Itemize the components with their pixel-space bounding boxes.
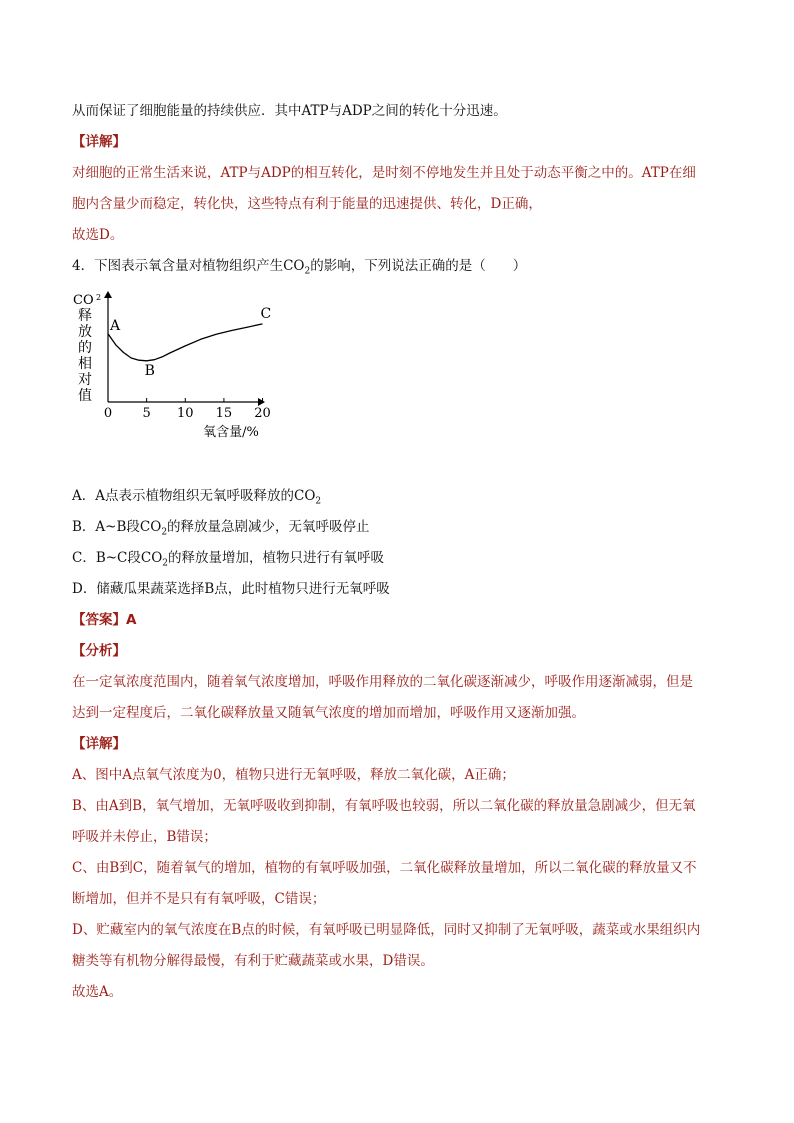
y-axis-label-co2-sub: 2 <box>96 293 102 302</box>
detail-line-5: 断增加，但并不是只有有氧呼吸，C错误； <box>72 891 326 907</box>
option-a-text: A．A点表示植物组织无氧呼吸释放的CO <box>72 488 316 504</box>
y-axis-label-char: 的 <box>78 340 92 356</box>
prev-detail-line-2: 胞内含量少而稳定，转化快，这些特点有利于能量的迅速提供、转化，D正确， <box>72 196 542 212</box>
option-b-text: B．A~B段CO <box>72 519 162 535</box>
chart-labels <box>73 293 271 440</box>
x-tick-label: 10 <box>176 406 194 421</box>
option-d-text: D．储藏瓜果蔬菜选择B点，此时植物只进行无氧呼吸 <box>72 581 390 597</box>
point-label-b: B <box>144 362 155 379</box>
option-c-sub: 2 <box>162 558 169 569</box>
question-4-stem-part-b: 的影响，下列说法正确的是（ ） <box>310 258 527 274</box>
co2-release-curve <box>108 324 263 361</box>
option-b-sub: 2 <box>161 527 168 538</box>
analysis-line-2: 达到一定程度后，二氧化碳释放量又随氧气浓度的增加而增加，呼吸作用又逐渐加强。 <box>72 705 585 721</box>
option-a-sub: 2 <box>315 496 322 507</box>
detail-line-1: A、图中A点氧气浓度为0，植物只进行无氧呼吸，释放二氧化碳，A正确； <box>72 767 515 783</box>
x-tick-label: 20 <box>254 406 271 421</box>
x-tick-label: 15 <box>215 406 233 421</box>
y-axis-label-char: 释 <box>78 308 92 324</box>
question-4-stem-part-a: 4．下图表示氧含量对植物组织产生CO <box>72 258 305 274</box>
prev-conclusion: 故选D。 <box>72 227 124 243</box>
y-axis-label-char: 值 <box>78 388 92 404</box>
detail-line-2: B、由A到B，氧气增加，无氧呼吸收到抑制，有氧呼吸也较弱，所以二氧化碳的释放量急剧减少，但无氧 <box>72 798 696 814</box>
analysis-tag: 【分析】 <box>72 643 126 659</box>
option-b-text-b: 的释放量急剧减少，无氧呼吸停止 <box>167 519 370 535</box>
analysis-line-1: 在一定氧浓度范围内，随着氧气浓度增加，呼吸作用释放的二氧化碳逐渐减少，呼吸作用逐渐减弱，但是 <box>72 674 693 690</box>
y-axis-label-char: 放 <box>78 324 92 340</box>
x-tick-label: 0 <box>103 406 113 421</box>
prev-detail-tag: 【详解】 <box>72 134 126 150</box>
y-axis-label-co2: CO <box>73 293 94 308</box>
x-axis-label: 氧含量/% <box>203 425 259 440</box>
chart-axes <box>108 292 264 402</box>
prev-tail-text: 从而保证了细胞能量的持续供应．其中ATP与ADP之间的转化十分迅速。 <box>72 103 507 119</box>
point-label-c: C <box>260 305 272 322</box>
answer-label: 【答案】A <box>72 612 137 628</box>
co2-oxygen-chart <box>68 286 288 446</box>
option-c-text: C．B~C段CO <box>72 550 163 566</box>
prev-detail-line-1: 对细胞的正常生活来说，ATP与ADP的相互转化，是时刻不停地发生并且处于动态平衡之中的。ATP在细 <box>72 165 696 181</box>
question-4-stem-sub: 2 <box>304 266 311 277</box>
final-conclusion: 故选A。 <box>72 984 123 1000</box>
detail-tag: 【详解】 <box>72 736 126 752</box>
option-b[interactable] <box>72 518 370 542</box>
chart-curve <box>108 324 263 361</box>
detail-line-6: D、贮藏室内的氧气浓度在B点的时候，有氧呼吸已明显降低，同时又抑制了无氧呼吸，蔬菜或水果组织内 <box>72 922 701 938</box>
y-axis-label-char: 相 <box>78 356 92 372</box>
chart-svg <box>68 286 288 446</box>
y-axis-label-char: 对 <box>78 372 92 388</box>
x-tick-label: 5 <box>142 406 151 421</box>
question-4-stem <box>72 257 732 281</box>
detail-line-3: 呼吸并未停止，B错误； <box>72 829 217 845</box>
option-d[interactable] <box>72 580 390 604</box>
detail-line-4: C、由B到C，随着氧气的增加，植物的有氧呼吸加强，二氧化碳释放量增加，所以二氧化碳的释放量又不 <box>72 860 697 876</box>
point-label-a: A <box>110 317 121 334</box>
detail-line-7: 糖类等有机物分解得最慢，有利于贮藏蔬菜或水果，D错误。 <box>72 953 434 969</box>
option-c[interactable] <box>72 549 384 573</box>
option-a[interactable] <box>72 487 321 511</box>
option-c-text-b: 的释放量增加，植物只进行有氧呼吸 <box>168 550 385 566</box>
